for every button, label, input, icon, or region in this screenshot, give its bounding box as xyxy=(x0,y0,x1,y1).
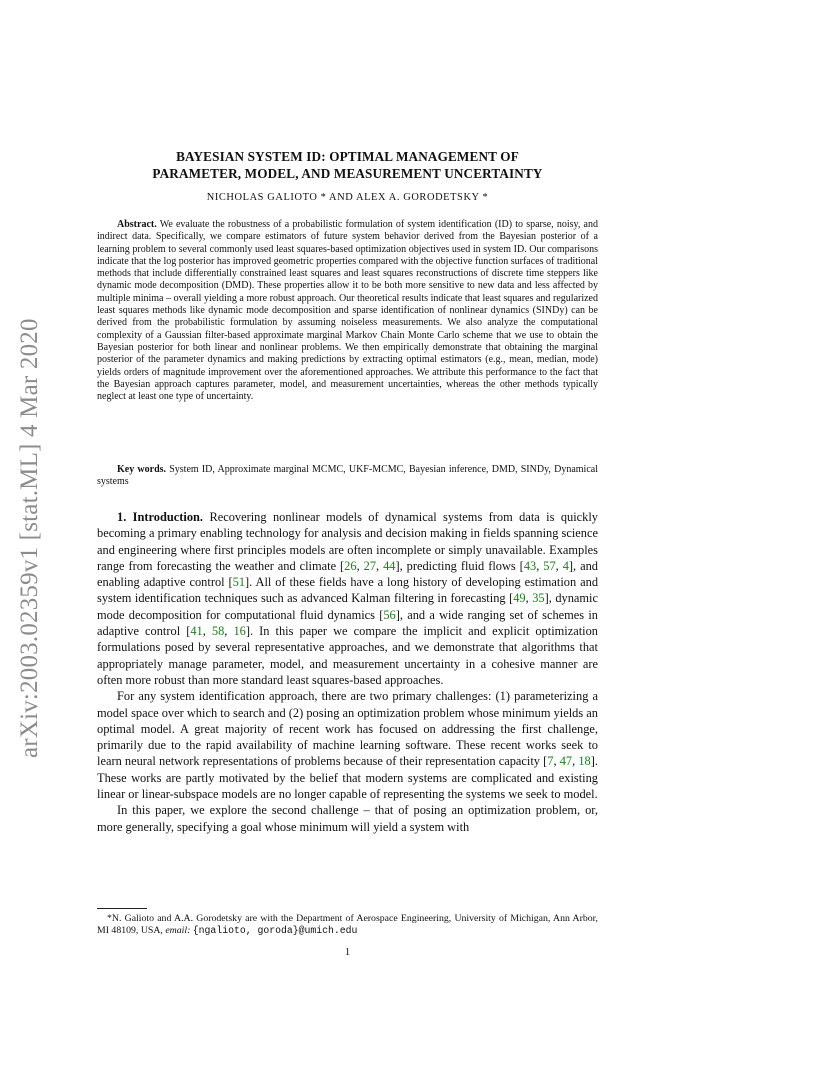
citation-link[interactable]: 51 xyxy=(232,575,246,590)
paragraph-text: For any system identification approach, there are two primary challenges: (1) parameterizing a model space over which to search and (2) posing an optimization problem whose minimum yields an optimal model. A great majority of recent work has focused on addressing the first challenge, primarily due to the rapid availability of machine learning software. These recent works seek to learn neural network representations of problems because of their representation capacity [ xyxy=(97,689,598,769)
citation-link[interactable]: 18 xyxy=(578,754,591,769)
arxiv-identifier: arXiv:2003.02359v1 [stat.ML] 4 Mar 2020 xyxy=(16,318,43,758)
footnote-email[interactable]: {ngalioto, goroda}@umich.edu xyxy=(192,925,358,937)
citation-link[interactable]: 27 xyxy=(363,558,377,573)
paragraph-text: ], dynamic mode decomposition for computational fluid dynamics [ xyxy=(97,591,598,622)
paragraph-text: , xyxy=(536,558,544,573)
footnote-divider xyxy=(97,908,147,909)
footnote xyxy=(97,913,598,937)
citation-link[interactable]: 16 xyxy=(233,624,246,639)
paragraph-text: ]. In this paper we compare the implicit and explicit optimization formulations posed by several representative approaches, and we demonstrate that algorithms that appropriately manage parameter, model, and measurement uncertainty in a cohesive manner are often more robust than more standard least squares-based approaches. xyxy=(97,624,598,687)
intro-paragraph-3: In this paper, we explore the second challenge – that of posing an optimization problem, or, more generally, specifying a goal whose minimum will yield a system with xyxy=(97,803,598,834)
paragraph-text: , xyxy=(525,591,533,606)
citation-link[interactable]: 57 xyxy=(543,558,556,573)
paragraph-text: , xyxy=(555,558,563,573)
paragraph-text: , xyxy=(356,558,364,573)
keywords-text: System ID, Approximate marginal MCMC, UKF-MCMC, Bayesian inference, DMD, SINDy, Dynamical systems xyxy=(97,464,598,488)
citation-link[interactable]: 26 xyxy=(344,558,357,573)
citation-link[interactable]: 35 xyxy=(532,591,545,606)
citation-link[interactable]: 7 xyxy=(547,754,554,769)
paragraph-text: ], and enabling adaptive control [ xyxy=(97,558,598,590)
paragraph-text: ]. These works are partly motivated by the belief that modern systems are complicated and existing linear or linear-subspace models are no longer capable of representing the systems we seek to model. xyxy=(97,754,598,802)
paragraph-text: , xyxy=(202,624,212,639)
paragraph-text: Recovering nonlinear models of dynamical systems from data is quickly becoming a primary enabling technology for analysis and decision making in fields spanning science and engineering where first principles models are often incomplete or simply unavailable. Examples range from forecasting the weather and climate [ xyxy=(97,510,598,573)
citation-link[interactable]: 47 xyxy=(559,754,573,769)
paragraph-text: ], predicting fluid flows [ xyxy=(395,558,524,573)
section-heading: 1. Introduction. xyxy=(117,510,204,524)
paragraph-text: ]. All of these fields have a long history of developing estimation and system identification techniques such as advanced Kalman filtering in forecasting [ xyxy=(97,575,599,606)
paragraph-text: , xyxy=(376,558,384,573)
introduction-section xyxy=(97,509,598,835)
citation-link[interactable]: 44 xyxy=(383,558,396,573)
footnote-email-label: email: xyxy=(165,925,191,937)
abstract-label: Abstract. xyxy=(117,219,157,230)
intro-paragraph-2 xyxy=(97,688,598,802)
citation-link[interactable]: 49 xyxy=(513,591,526,606)
citation-link[interactable]: 58 xyxy=(211,624,225,639)
keywords xyxy=(97,464,598,489)
paragraph-text: , xyxy=(572,754,579,769)
citation-link[interactable]: 43 xyxy=(523,558,537,573)
paragraph-text: ], and a wide ranging set of schemes in adaptive control [ xyxy=(97,607,598,639)
paper-title xyxy=(97,148,598,182)
intro-paragraph-1 xyxy=(97,509,598,688)
title-line-2: PARAMETER, MODEL, AND MEASUREMENT UNCERTAINTY xyxy=(152,166,543,181)
paragraph-text: , xyxy=(553,754,560,769)
abstract-text: We evaluate the robustness of a probabilistic formulation of system identification (ID) to sparse, noisy, and indirect data. Specifically, we compare estimators of future system behavior derived from the Bayesian posterior of a learning problem to several commonly used least squares-based optimization objectives used in system ID. Our comparisons indicate that the log posterior has improved geometric properties compared with the objective function surfaces of traditional methods that include differentially constrained least squares and least squares reconstructions of discrete time steppers like dynamic mode decomposition (DMD). These properties allow it to be both more sensitive to new data and less affected by multiple minima – overall yielding a more robust approach. Our theoretical results indicate that least squares and regularized least squares methods like dynamic mode decomposition and sparse identification of nonlinear dynamics (SINDy) can be derived from the probabilistic formulation by assuming noiseless measurements. We also analyze the computational complexity of a Gaussian filter-based approximate marginal Markov Chain Monte Carlo scheme that we use to obtain the Bayesian posterior for both linear and nonlinear problems. We then empirically demonstrate that obtaining the marginal posterior of the parameter dynamics and making predictions by extracting optimal estimators (e.g., mean, median, mode) yields orders of magnitude improvement over the aforementioned approaches. We attribute this performance to the fact that the Bayesian approach captures parameter, model, and measurement uncertainties, whereas the other methods typically neglect at least one type of uncertainty. xyxy=(97,219,598,403)
footnote-text: *N. Galioto and A.A. Gorodetsky are with the Department of Aerospace Engineering, University of Michigan, Ann Arbor, MI 48109, USA, xyxy=(97,913,598,937)
paragraph-1-body xyxy=(97,510,598,687)
paragraph-text: , xyxy=(224,624,234,639)
abstract xyxy=(97,219,598,403)
keywords-label: Key words. xyxy=(117,464,167,475)
author-list: NICHOLAS GALIOTO * AND ALEX A. GORODETSKY * xyxy=(206,192,489,203)
title-line-1: BAYESIAN SYSTEM ID: OPTIMAL MANAGEMENT OF xyxy=(176,149,519,164)
page-number: 1 xyxy=(344,947,351,958)
citation-link[interactable]: 41 xyxy=(190,624,203,639)
citation-link[interactable]: 4 xyxy=(562,558,569,573)
citation-link[interactable]: 56 xyxy=(383,607,396,622)
